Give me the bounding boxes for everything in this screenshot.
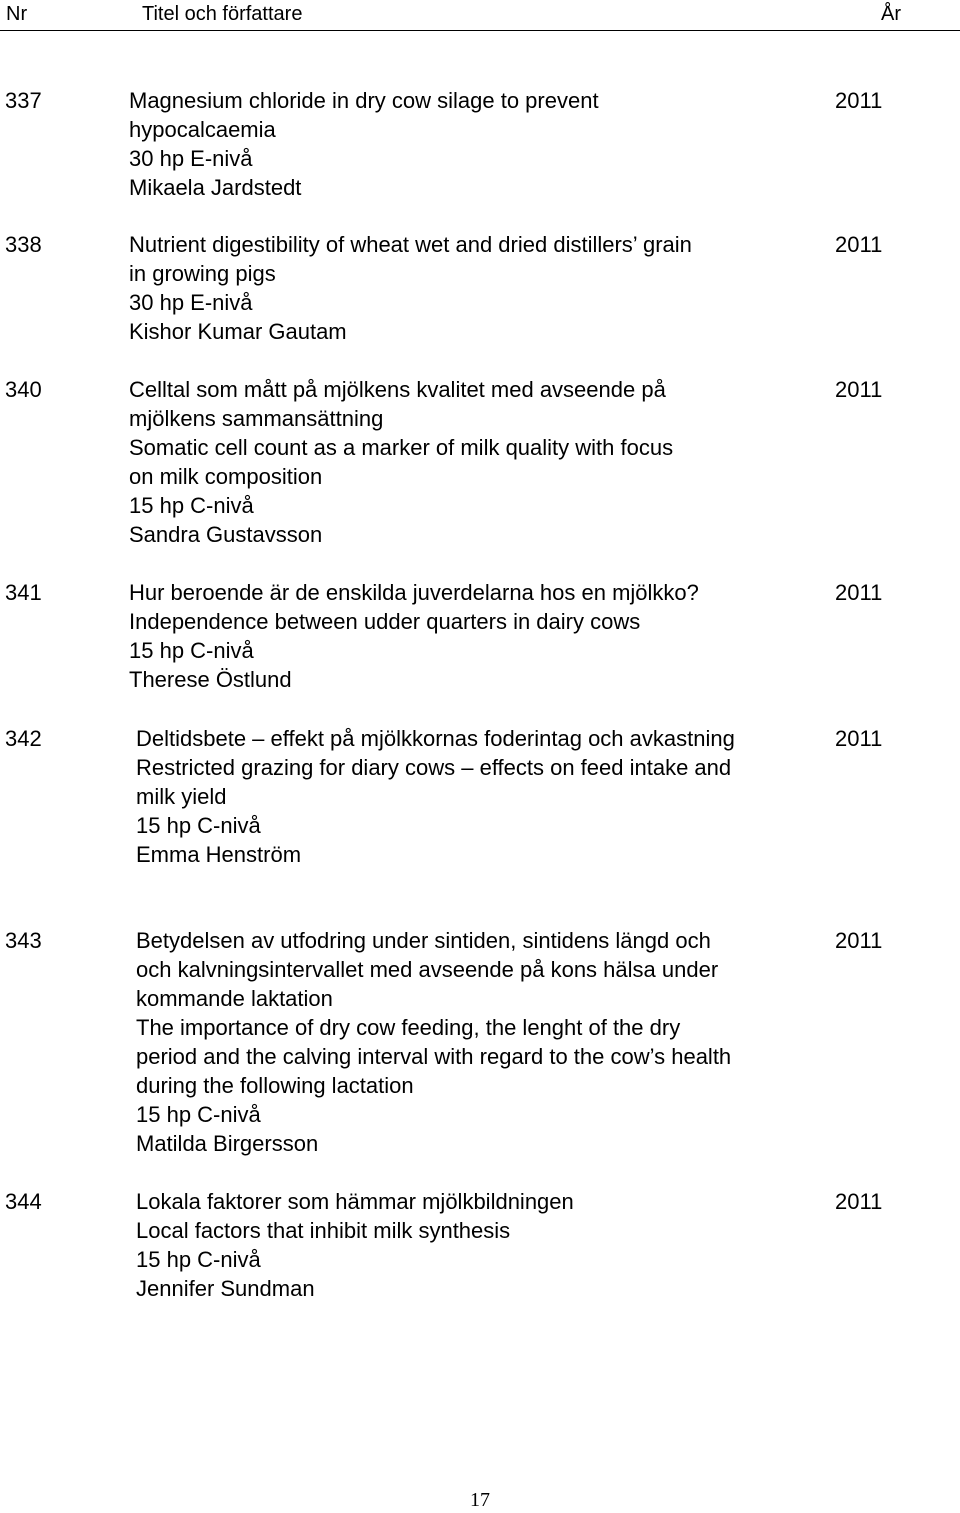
entry-number: 342 — [5, 726, 42, 751]
header-title: Titel och författare — [142, 3, 303, 25]
entry-year: 2011 — [835, 1189, 883, 1214]
page-number: 17 — [470, 1489, 490, 1511]
header-year: År — [881, 3, 901, 25]
entry-title-en-cont: during the following lactation — [136, 1073, 414, 1098]
entry-number: 341 — [5, 580, 42, 605]
entry-title: Magnesium chloride in dry cow silage to prevent — [129, 88, 599, 113]
entry-credits: 15 hp C-nivå — [129, 638, 254, 663]
entry-text — [136, 1187, 836, 1303]
entry-credits: 15 hp C-nivå — [129, 493, 254, 518]
entry-title-en: Restricted grazing for diary cows – effects on feed intake and — [136, 755, 732, 780]
entry-year: 2011 — [835, 726, 883, 751]
entry-number: 337 — [5, 88, 42, 113]
entry-year: 2011 — [835, 232, 883, 257]
entry-title: Deltidsbete – effekt på mjölkkornas foderintag och avkastning — [136, 726, 735, 751]
entry-title: Lokala faktorer som hämmar mjölkbildningen — [136, 1189, 574, 1214]
entry-credits: 30 hp E-nivå — [129, 290, 253, 315]
entry-credits: 15 hp C-nivå — [136, 1102, 261, 1127]
entry-author: Matilda Birgersson — [136, 1131, 319, 1156]
entry-title-en: The importance of dry cow feeding, the lenght of the dry — [136, 1015, 681, 1040]
entry-author: Mikaela Jardstedt — [129, 175, 302, 200]
entry-title: Betydelsen av utfodring under sintiden, sintidens längd och — [136, 928, 711, 953]
entry-title-cont: hypocalcaemia — [129, 117, 276, 142]
entry-text — [136, 724, 836, 869]
entry-number: 338 — [5, 232, 42, 257]
entry-title-cont: in growing pigs — [129, 261, 276, 286]
entry-title-cont: och kalvningsintervallet med avseende på kons hälsa under — [136, 957, 719, 982]
entry-title: Celltal som mått på mjölkens kvalitet med avseende på — [129, 377, 666, 402]
entry-author: Jennifer Sundman — [136, 1276, 315, 1301]
entry-author: Therese Östlund — [129, 667, 292, 692]
entry-author: Emma Henström — [136, 842, 302, 867]
entry-text — [136, 926, 836, 1158]
entry-title-en-cont: on milk composition — [129, 464, 323, 489]
table-header — [0, 0, 960, 31]
entry-year: 2011 — [835, 377, 883, 402]
entry-year: 2011 — [835, 580, 883, 605]
entry-number: 340 — [5, 377, 42, 402]
entry-text — [129, 578, 829, 694]
entry-credits: 30 hp E-nivå — [129, 146, 253, 171]
entry-title: Nutrient digestibility of wheat wet and dried distillers’ grain — [129, 232, 692, 257]
entry-title-cont: mjölkens sammansättning — [129, 406, 384, 431]
entry-title-en-cont: milk yield — [136, 784, 227, 809]
entry-text — [129, 86, 829, 202]
entry-title-en: Independence between udder quarters in dairy cows — [129, 609, 641, 634]
entry-title-en: Local factors that inhibit milk synthesis — [136, 1218, 511, 1243]
entry-number: 344 — [5, 1189, 42, 1214]
entry-text — [129, 375, 829, 549]
entry-credits: 15 hp C-nivå — [136, 1247, 261, 1272]
entry-text — [129, 230, 829, 346]
entry-title-en: Somatic cell count as a marker of milk quality with focus — [129, 435, 674, 460]
entry-title: Hur beroende är de enskilda juverdelarna hos en mjölkko? — [129, 580, 699, 605]
entry-year: 2011 — [835, 928, 883, 953]
header-nr: Nr — [6, 3, 28, 25]
entry-title-en-cont: period and the calving interval with regard to the cow’s health — [136, 1044, 732, 1069]
entry-author: Kishor Kumar Gautam — [129, 319, 347, 344]
entry-credits: 15 hp C-nivå — [136, 813, 261, 838]
entry-title-cont: kommande laktation — [136, 986, 333, 1011]
entry-number: 343 — [5, 928, 42, 953]
entry-year: 2011 — [835, 88, 883, 113]
entry-author: Sandra Gustavsson — [129, 522, 323, 547]
